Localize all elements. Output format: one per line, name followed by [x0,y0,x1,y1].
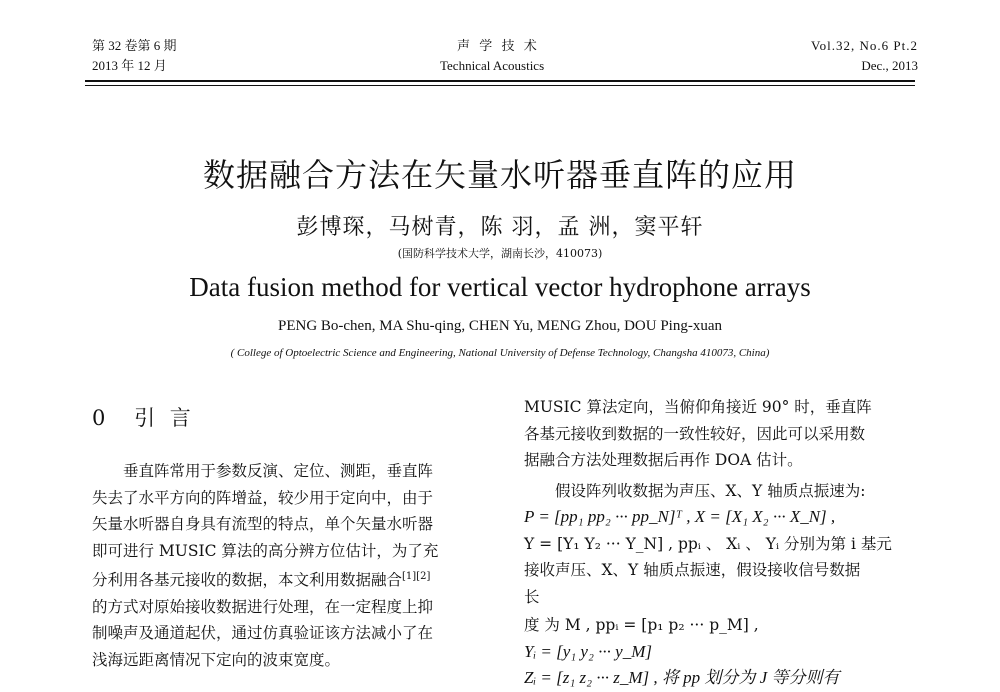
body-line: 长 [524,587,540,606]
journal-volume-cn: 第 32 卷第 6 期 [92,38,177,53]
affiliation-en: ( College of Optoelectric Science and Engineering, National University of Defense Technology, Changsha 410073, China) [230,347,770,359]
body-line: 浅海远距离情况下定向的波束宽度。 [92,650,341,669]
body-line: 即可进行 MUSIC 算法的高分辨方位估计，为了充 [92,541,439,560]
paper-title-cn: 数据融合方法在矢量水听器垂直阵的应用 [202,156,797,194]
body-line: 矢量水听器自身具有流型的特点，单个矢量水听器 [92,515,434,533]
body-line: 据融合方法处理数据后再作 DOA 估计。 [524,451,803,469]
section-number: 0 [92,406,110,430]
journal-volume-en: Vol.32, No.6 Pt.2 [810,38,918,53]
body-line [92,564,438,594]
section-title: 引 言 [134,406,195,430]
equation-line: Zᵢ = [z₁ z₂ ··· z_M] , 将 pp 划分为 J 等分则有 [524,668,840,687]
left-column [92,458,438,673]
body-line: Y = [Y₁ Y₂ ··· Y_N] , ppᵢ 、 Xᵢ 、 Yᵢ 分别为第 i 基元 [524,534,892,553]
right-column [524,394,892,692]
citation-ref: [1][2] [402,571,431,582]
paper-title-en: Data fusion method for vertical vector hydrophone arrays [189,272,811,302]
journal-date-en: Dec., 2013 [861,58,918,73]
header-rule-thin [85,85,915,86]
body-line: 接收声压、X、Y 轴质点振速，假设接收信号数据 [524,561,861,579]
equation-line: Yᵢ = [y₁ y₂ ··· y_M] [524,641,652,661]
affiliation-cn: (国防科学技术大学，湖南长沙，410073) [397,247,603,260]
body-line: 制噪声及通道起伏，通过仿真验证该方法减小了在 [92,624,434,642]
section-heading [92,402,195,432]
body-line: 度 为 M , ppᵢ = [p₁ p₂ ··· p_M] , [524,616,759,634]
header-rule-thick [85,80,915,82]
body-line: 各基元接收到数据的一致性较好，因此可以采用数 [524,424,866,443]
body-line: MUSIC 算法定向，当俯仰角接近 90° 时，垂直阵 [524,398,872,416]
body-line: 垂直阵常用于参数反演、定位、测距，垂直阵 [123,462,434,480]
equation-line: P = [pp₁ pp₂ ··· pp_N]ᵀ , X = [X₁ X₂ ··· X_N] , [524,507,836,526]
journal-name-en: Technical Acoustics [440,58,545,73]
body-line: 假设阵列收数据为声压、X、Y 轴质点振速为: [555,481,866,500]
authors-en: PENG Bo-chen, MA Shu-qing, CHEN Yu, MENG Zhou, DOU Ping-xuan [277,318,723,334]
body-line: 失去了水平方向的阵增益，较少用于定向中，由于 [92,488,434,507]
body-line: 的方式对原始接收数据进行处理，在一定程度上抑 [92,597,434,616]
body-line-text: 分利用各基元接收的数据，本文利用数据融合 [92,571,403,589]
journal-date-cn: 2013 年 12 月 [92,58,167,73]
journal-name-cn: 声 学 技 术 [457,38,540,53]
authors-cn: 彭博琛，马树青，陈 羽，孟 洲，窦平轩 [296,215,704,240]
